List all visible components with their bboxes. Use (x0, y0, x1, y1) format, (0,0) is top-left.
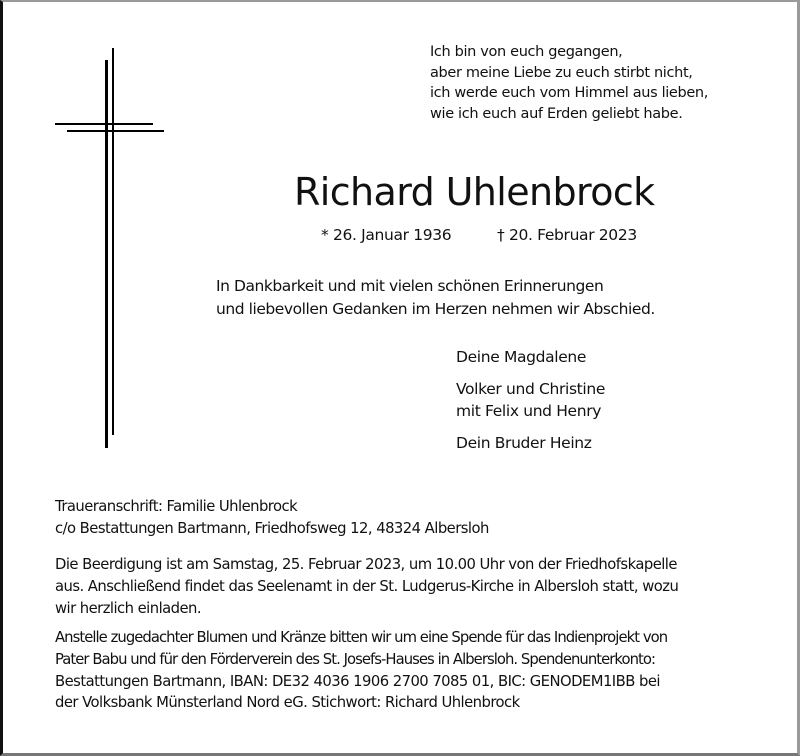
cross-horizontal-upper (55, 123, 153, 125)
birth-date: * 26. Januar 1936 (321, 226, 452, 244)
funeral-info (55, 554, 678, 619)
poem-line: wie ich euch auf Erden geliebt habe. (430, 106, 683, 123)
cross-vertical-right (112, 48, 114, 435)
donation-line: der Volksbank Münsterland Nord eG. Stichwort: Richard Uhlenbrock (55, 694, 520, 712)
address-line: c/o Bestattungen Bartmann, Friedhofsweg 12, 48324 Albersloh (55, 519, 489, 537)
mourner-line: mit Felix und Henry (456, 402, 602, 420)
poem-line: Ich bin von euch gegangen, (430, 44, 623, 60)
memorial-poem (430, 42, 708, 125)
mourner-line: Volker und Christine (456, 380, 606, 398)
funeral-line: Die Beerdigung ist am Samstag, 25. Februar 2023, um 10.00 Uhr von der Friedhofskapelle (55, 556, 677, 573)
deceased-name: Richard Uhlenbrock (294, 170, 655, 214)
mourner-brother: Dein Bruder Heinz (456, 434, 592, 452)
funeral-line: aus. Anschließend findet das Seelenamt in der St. Ludgerus-Kirche in Albersloh statt, wozu (55, 577, 679, 595)
death-date: † 20. Februar 2023 (497, 226, 637, 244)
address-line: Traueranschrift: Familie Uhlenbrock (55, 498, 298, 515)
donation-line: Pater Babu und für den Förderverein des St. Josefs-Hauses in Albersloh. Spendenunterkonto: (55, 650, 656, 668)
poem-line: aber meine Liebe zu euch stirbt nicht, (430, 64, 693, 81)
mourner-children (456, 378, 605, 422)
donation-line: Bestattungen Bartmann, IBAN: DE32 4036 1906 2700 7085 01, BIC: GENODEM1IBB bei (55, 672, 660, 690)
mourner-wife: Deine Magdalene (456, 348, 587, 366)
mourning-address (55, 496, 489, 540)
farewell-line: und liebevollen Gedanken im Herzen nehmen wir Abschied. (216, 300, 655, 318)
farewell-text (216, 275, 655, 321)
donation-info (55, 627, 667, 714)
donation-line: Anstelle zugedachter Blumen und Kränze bitten wir um eine Spende für das Indienprojekt von (55, 629, 668, 646)
cross-vertical-left (105, 60, 108, 448)
funeral-line: wir herzlich einladen. (55, 599, 202, 617)
poem-line: ich werde euch vom Himmel aus lieben, (430, 85, 709, 102)
cross-horizontal-lower (67, 130, 164, 132)
farewell-line: In Dankbarkeit und mit vielen schönen Erinnerungen (216, 277, 604, 295)
